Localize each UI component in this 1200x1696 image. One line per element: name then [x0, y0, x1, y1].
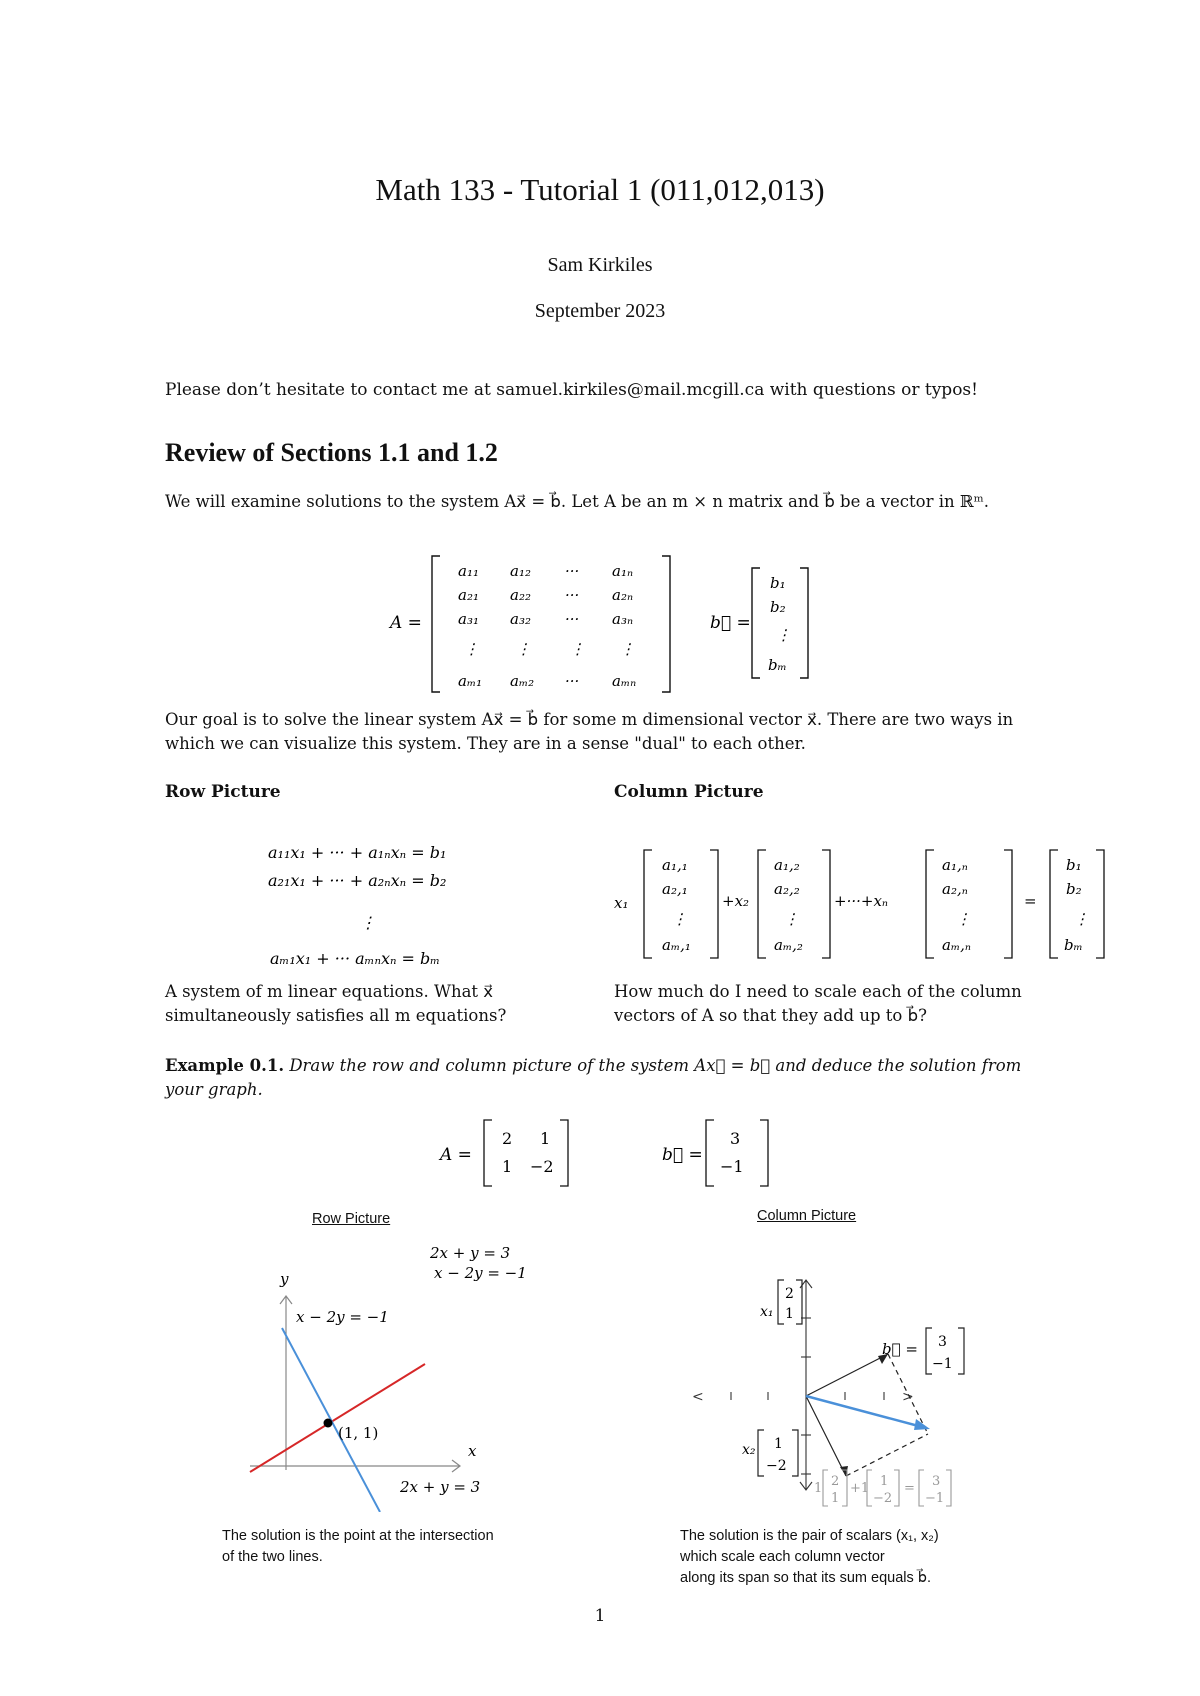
row-point-label: (1, 1) — [338, 1424, 379, 1442]
matrix-a-cell: a₁₁ — [458, 562, 479, 580]
col-x1-label: x₁ — [760, 1304, 774, 1320]
row-legend-1: 2x + y = 3 — [430, 1244, 511, 1262]
vector-b-right-bracket — [800, 568, 808, 678]
column-rhs: bₘ — [1064, 936, 1083, 954]
col-b-entry: 3 — [938, 1334, 947, 1350]
matrix-a-cell: ⋮ — [516, 640, 531, 658]
section-title: Review of Sections 1.1 and 1.2 — [165, 438, 498, 467]
column-caption-line: along its span so that its sum equals b⃗. — [680, 1570, 932, 1586]
matrix-a-cell: a₃ₙ — [612, 610, 634, 628]
col-v1-entry: 2 — [785, 1286, 794, 1302]
column-rhs: b₂ — [1066, 880, 1082, 898]
col-sum-entry: 3 — [932, 1474, 941, 1489]
col-vector-1 — [806, 1354, 888, 1396]
column-picture-caption: How much do I need to scale each of the column vectors of A so that they add up to b⃗? — [614, 982, 1022, 1025]
row-equation: a₁₁x₁ + ··· + a₁ₙxₙ = b₁ — [268, 843, 447, 862]
col-sum-entry: −1 — [925, 1491, 945, 1506]
col-sum-entry: 2 — [831, 1474, 840, 1489]
matrix-a-cell: a₃₂ — [510, 610, 531, 628]
col-v1-entry: 1 — [785, 1306, 794, 1322]
matrix-a-and-vector-b — [380, 548, 840, 698]
row-figure-title: Row Picture — [312, 1211, 391, 1227]
vector-b-left-bracket — [752, 568, 760, 678]
page-number: 1 — [594, 1606, 606, 1626]
matrix-a-cell: a₁ₙ — [612, 562, 634, 580]
col-sum-plus: +1 — [850, 1481, 870, 1496]
example-system — [430, 1114, 790, 1194]
column-equals: = — [1024, 892, 1037, 910]
matrix-a-cell: ··· — [565, 586, 580, 604]
column-cell: a₂,₂ — [774, 880, 800, 898]
matrix-a-cell: ⋮ — [464, 640, 479, 658]
column-picture-heading: Column Picture — [614, 782, 764, 802]
column-picture-figure — [680, 1270, 1020, 1520]
example-text: Draw the row and column picture of the system Ax⃗ = b⃗ and deduce the solution from your graph. — [165, 1056, 1022, 1099]
col-x-axis-right-arrow: > — [902, 1389, 914, 1405]
col-vector-2 — [806, 1396, 846, 1476]
page-title: Math 133 - Tutorial 1 (011,012,013) — [375, 172, 825, 207]
row-picture-figure — [220, 1240, 540, 1512]
row-equation-dots: ⋮ — [360, 913, 376, 932]
column-cell: a₂,₁ — [662, 880, 688, 898]
column-cell: a₂,ₙ — [942, 880, 968, 898]
column-figure-title: Column Picture — [757, 1208, 857, 1224]
matrix-a-cell: a₂ₙ — [612, 586, 634, 604]
column-cell: ⋮ — [956, 910, 971, 928]
matrix-a-cell: a₂₂ — [510, 586, 531, 604]
col-sum-eq: = — [904, 1481, 915, 1496]
matrix-a-label: A = — [390, 613, 422, 633]
column-figure-caption — [680, 1526, 939, 1589]
column-x1: x₁ — [614, 894, 629, 912]
vector-b-entry: b₁ — [770, 574, 786, 592]
row-equations — [240, 838, 520, 978]
column-plus-x2: +x₂ — [722, 892, 750, 910]
matrix-a-cell: a₃₁ — [458, 610, 479, 628]
col-parallel-dashed-2 — [846, 1434, 928, 1476]
row-picture-heading: Row Picture — [165, 782, 281, 802]
row-legend-2: x − 2y = −1 — [434, 1264, 527, 1282]
matrix-a-cell: a₁₂ — [510, 562, 531, 580]
column-cell: ⋮ — [672, 910, 687, 928]
example-a-cell: 1 — [502, 1157, 513, 1176]
column-cell: aₘ,₁ — [662, 936, 691, 954]
column-equation — [606, 842, 1116, 962]
column-caption-line: The solution is the pair of scalars (x₁, x₂) — [680, 1528, 939, 1544]
matrix-a-cell: ··· — [565, 610, 580, 628]
matrix-a-right-bracket — [662, 556, 670, 692]
matrix-a-cell: a₂₁ — [458, 586, 479, 604]
column-caption-line: which scale each column vector — [680, 1549, 885, 1565]
matrix-a-cell: aₘ₁ — [458, 672, 483, 690]
column-cell: aₘ,ₙ — [942, 936, 971, 954]
vector-b-entry: bₘ — [768, 656, 787, 674]
matrix-a-cell: ⋮ — [570, 640, 585, 658]
matrix-a-cell: ··· — [565, 672, 580, 690]
column-cell: a₁,ₙ — [942, 856, 968, 874]
row-caption-line: The solution is the point at the intersection — [222, 1528, 494, 1544]
matrix-a-cell: aₘₙ — [612, 672, 637, 690]
author: Sam Kirkiles — [547, 254, 653, 276]
row-picture-caption: A system of m linear equations. What x⃗ simultaneously satisfies all m equations? — [165, 982, 507, 1025]
example-b-cell: 3 — [730, 1129, 741, 1148]
row-axis-x-label: x — [468, 1442, 477, 1460]
example-a-cell: 1 — [540, 1129, 551, 1148]
date: September 2023 — [534, 300, 666, 322]
row-caption-line: of the two lines. — [222, 1549, 323, 1565]
matrix-a-left-bracket — [432, 556, 440, 692]
col-b-entry: −1 — [932, 1356, 953, 1372]
intro-paragraph: We will examine solutions to the system Ax⃗ = b⃗. Let A be an m × n matrix and b⃗ be a vector in ℝᵐ. — [165, 492, 989, 511]
col-sum-entry: −2 — [873, 1491, 893, 1506]
col-sum-entry: 1 — [880, 1474, 889, 1489]
col-x2-label: x₂ — [742, 1442, 756, 1458]
row-equation: a₂₁x₁ + ··· + a₂ₙxₙ = b₂ — [268, 871, 447, 890]
row-line-blue-label: x − 2y = −1 — [296, 1308, 389, 1326]
example-b-label: b⃗ = — [662, 1145, 703, 1165]
column-cell: aₘ,₂ — [774, 936, 803, 954]
matrix-a-cell: ⋮ — [620, 640, 635, 658]
column-rhs: b₁ — [1066, 856, 1082, 874]
row-line-red-label: 2x + y = 3 — [400, 1478, 481, 1496]
matrix-a-cell: aₘ₂ — [510, 672, 535, 690]
example-label: Example 0.1. — [165, 1056, 285, 1075]
contact-note: Please don’t hesitate to contact me at samuel.kirkiles@mail.mcgill.ca with questions or typos! — [165, 380, 978, 400]
row-axis-y-label: y — [280, 1270, 289, 1288]
vector-b-entry: b₂ — [770, 598, 786, 616]
col-sum-coef: 1 — [814, 1481, 823, 1496]
example-a-cell: −2 — [530, 1157, 554, 1176]
col-b-label: b⃗ = — [882, 1340, 918, 1358]
example-a-cell: 2 — [502, 1129, 513, 1148]
goal-paragraph: Our goal is to solve the linear system Ax⃗ = b⃗ for some m dimensional vector x⃗. There are two ways in which we can visualize this system. They are in a sense "dual" to each other. — [165, 710, 1014, 753]
column-cell: a₁,₁ — [662, 856, 688, 874]
row-line-red — [250, 1364, 425, 1472]
column-cell: ⋮ — [784, 910, 799, 928]
matrix-a-cell: ··· — [565, 562, 580, 580]
vector-b-label: b⃗ = — [710, 613, 751, 633]
column-rhs: ⋮ — [1074, 910, 1089, 928]
example-b-cell: −1 — [720, 1157, 744, 1176]
col-sum-entry: 1 — [831, 1491, 840, 1506]
col-v2-entry: 1 — [774, 1436, 783, 1452]
col-x-axis-left-arrow: < — [692, 1389, 704, 1405]
row-intersection-point — [324, 1419, 333, 1428]
example-block — [165, 1054, 1045, 1102]
example-a-label: A = — [440, 1145, 472, 1165]
column-cell: a₁,₂ — [774, 856, 800, 874]
row-figure-caption — [222, 1526, 494, 1568]
column-plus-xn: +···+xₙ — [834, 892, 888, 910]
row-equation: aₘ₁x₁ + ··· aₘₙxₙ = bₘ — [270, 949, 441, 968]
col-v2-entry: −2 — [766, 1458, 787, 1474]
vector-b-entry: ⋮ — [776, 626, 791, 644]
